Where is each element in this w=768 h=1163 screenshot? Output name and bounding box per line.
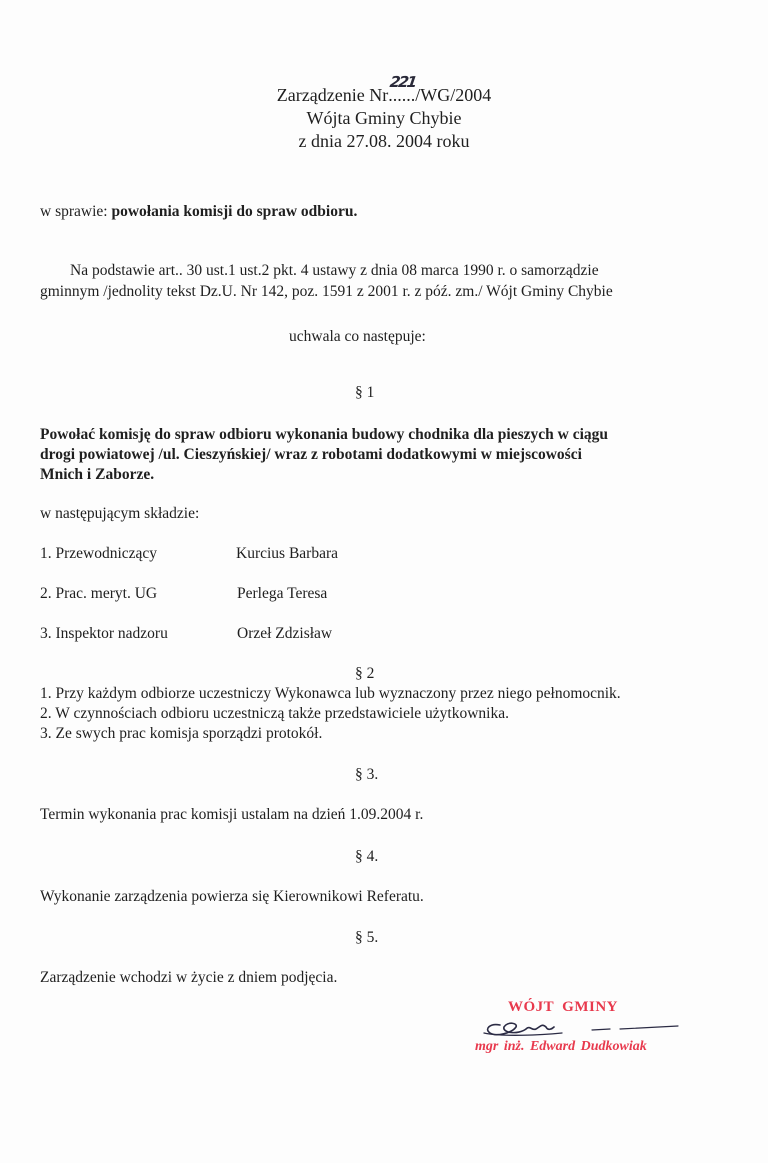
member-role: 3. Inspektor nadzoru (40, 625, 168, 642)
signature-image (482, 1015, 682, 1041)
basis-line-1: Na podstawie art.. 30 ust.1 ust.2 pkt. 4 ustawy z dnia 08 marca 1990 r. o samorządzie (70, 262, 599, 279)
subject-label: w sprawie: (40, 203, 108, 220)
member-name: Kurcius Barbara (236, 545, 338, 562)
section-3-mark: § 3. (355, 766, 379, 783)
section-1-line-3: Mnich i Zaborze. (40, 466, 155, 483)
member-role: 2. Prac. meryt. UG (40, 585, 158, 602)
stamp-name: mgr inż. Edward Dudkowiak (475, 1039, 647, 1054)
section-2-item: 1. Przy każdym odbiorze uczestniczy Wykonawca lub wyznaczony przez niego pełnomocnik. (40, 685, 621, 702)
section-5-text: Zarządzenie wchodzi w życie z dniem podjęcia. (40, 969, 338, 986)
composition-label: w następującym składzie: (40, 505, 200, 522)
subject-text: powołania komisji do spraw odbioru. (111, 203, 358, 220)
section-4-mark: § 4. (355, 848, 379, 865)
resolves-text: uchwala co następuje: (289, 328, 426, 345)
section-2-item: 3. Ze swych prac komisja sporządzi protokół. (40, 725, 323, 742)
document-title (0, 73, 768, 106)
section-1-line-2: drogi powiatowej /ul. Cieszyńskiej/ wraz z robotami dodatkowymi w miejscowości (40, 446, 582, 463)
handwritten-number: 221 (388, 73, 417, 91)
document-number (388, 73, 417, 106)
member-role: 1. Przewodniczący (40, 545, 158, 562)
issuer: Wójta Gminy Chybie (306, 108, 462, 128)
member-name: Orzeł Zdzisław (237, 625, 333, 642)
section-4-text: Wykonanie zarządzenia powierza się Kierownikowi Referatu. (40, 888, 424, 905)
section-1-line-1: Powołać komisję do spraw odbioru wykonania budowy chodnika dla pieszych w ciągu (40, 426, 609, 443)
stamp-title: WÓJT GMINY (508, 999, 618, 1015)
title-prefix: Zarządzenie Nr (276, 85, 389, 105)
member-name: Perlega Teresa (237, 585, 328, 602)
subject-line (40, 203, 357, 221)
section-1-mark: § 1 (355, 384, 375, 401)
section-5-mark: § 5. (355, 929, 379, 946)
document-date: z dnia 27.08. 2004 roku (298, 131, 470, 151)
section-3-text: Termin wykonania prac komisji ustalam na dzień 1.09.2004 r. (40, 806, 424, 823)
number-placeholder: .... (388, 85, 407, 105)
section-2-item: 2. W czynnościach odbioru uczestniczą także przedstawiciele użytkownika. (40, 705, 509, 722)
section-2-mark: § 2 (355, 665, 375, 682)
title-suffix: ../WG/2004 (406, 85, 492, 105)
basis-line-2: gminnym /jednolity tekst Dz.U. Nr 142, poz. 1591 z 2001 r. z póź. zm./ Wójt Gminy Chybie (40, 283, 613, 300)
